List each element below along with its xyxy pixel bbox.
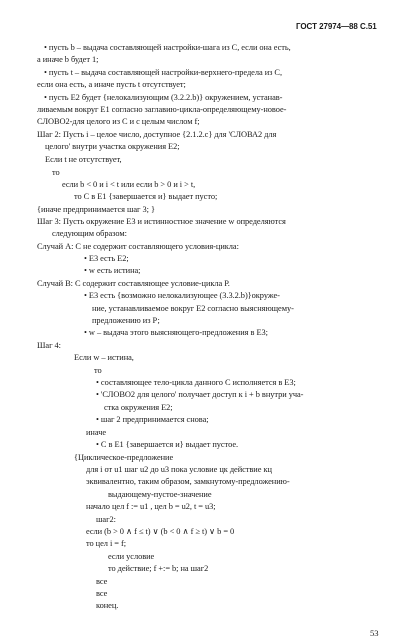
text-line: • w – выдача этого выясняющего-предложения в Е3; (84, 328, 268, 337)
text-line: Случай В: С содержит составляющее условие-цикла Р. (37, 279, 230, 288)
text-line: если она есть, а иначе пусть t отсутствует; (37, 80, 186, 89)
text-line: • Е3 есть {возможно нелокализующее (3.3.2.b)}окруже- (84, 291, 280, 300)
text-line: • Е3 есть Е2; (84, 254, 129, 263)
text-line: стка окружения Е2; (104, 403, 173, 412)
text-line: • пусть t – выдача составляющей настройки-верхнего-предела из С, (44, 68, 283, 77)
text-line: {Циклическое-предложение (74, 453, 174, 462)
text-line: то С в Е1 {завершается и} выдает пусто; (74, 192, 218, 201)
text-line: Если t не отсутствует, (45, 155, 122, 164)
text-line: эквивалентно, таким образом, замкнутому-предложению- (86, 477, 290, 486)
text-line: ние, устанавливаемое вокруг Е2 согласно выясняющему- (92, 304, 294, 313)
text-line: конец. (96, 601, 119, 610)
text-line: все (96, 589, 108, 598)
text-line: • пусть b – выдача составляющей настройки-шага из С, если она есть, (44, 43, 291, 52)
text-line: все (96, 577, 108, 586)
text-line: Шаг 3: Пусть окружение Е3 и истинностное значение w определяются (37, 217, 286, 226)
text-line: Шаг 4: (37, 341, 61, 350)
text-line: • 'СЛОВО2 для целого' получает доступ к i + b внутри уча- (96, 390, 304, 399)
text-line: предложению из Р; (92, 316, 160, 325)
page-header: ГОСТ 27974—88 С.51 (296, 22, 377, 31)
text-line: Случай А: С не содержит составляющего условия-цикла: (37, 242, 239, 251)
text-line: следующим образом: (52, 229, 127, 238)
text-line: • пусть Е2 будет {нелокализующим (3.2.2.b)} окружением, устанав- (44, 93, 283, 102)
text-line: СЛОВО2-для целого из С и с целым числом f; (37, 117, 200, 126)
text-line: то (52, 168, 60, 177)
text-line: • шаг 2 предпринимается снова; (96, 415, 209, 424)
text-line: то цел i = f; (86, 539, 127, 548)
text-line: а иначе b будет 1; (37, 55, 99, 64)
text-line: Если w – истина, (74, 353, 134, 362)
text-line: иначе (86, 428, 107, 437)
text-line: начало цел f := u1 , цел b = u2, t = u3; (86, 502, 216, 511)
text-line: • w есть истина; (84, 266, 141, 275)
text-line: Шаг 2: Пусть i – целое число, доступное {2.1.2.c} для 'СЛОВА2 для (37, 130, 277, 139)
text-line: если b < 0 и i < t или если b > 0 и i > t, (62, 180, 196, 189)
text-line: целого' внутри участка окружения Е2; (45, 142, 180, 151)
text-line: {иначе предпринимается шаг 3; } (37, 205, 155, 214)
text-line: для i от u1 шаг u2 до u3 пока условие цк действие кц (86, 465, 272, 474)
text-line: если условие (108, 552, 155, 561)
text-line: • составляющее тело-цикла данного С исполняется в Е3; (96, 378, 296, 387)
text-line: • С в Е1 {завершается и} выдает пустое. (96, 440, 239, 449)
page-number: 53 (370, 628, 379, 638)
text-line: если (b > 0 ∧ f ≤ t) ∨ (b < 0 ∧ f ≥ t) ∨ b = 0 (86, 527, 235, 536)
text-line: выдающему-пустое-значение (108, 490, 212, 499)
text-line: то действие; f +:= b; на шаг2 (108, 564, 209, 573)
text-line: шаг2: (96, 515, 116, 524)
text-line: то (94, 366, 102, 375)
text-line: ливаемым вокруг Е1 согласно заглавию-цикла-определяющему-новое- (37, 105, 287, 114)
